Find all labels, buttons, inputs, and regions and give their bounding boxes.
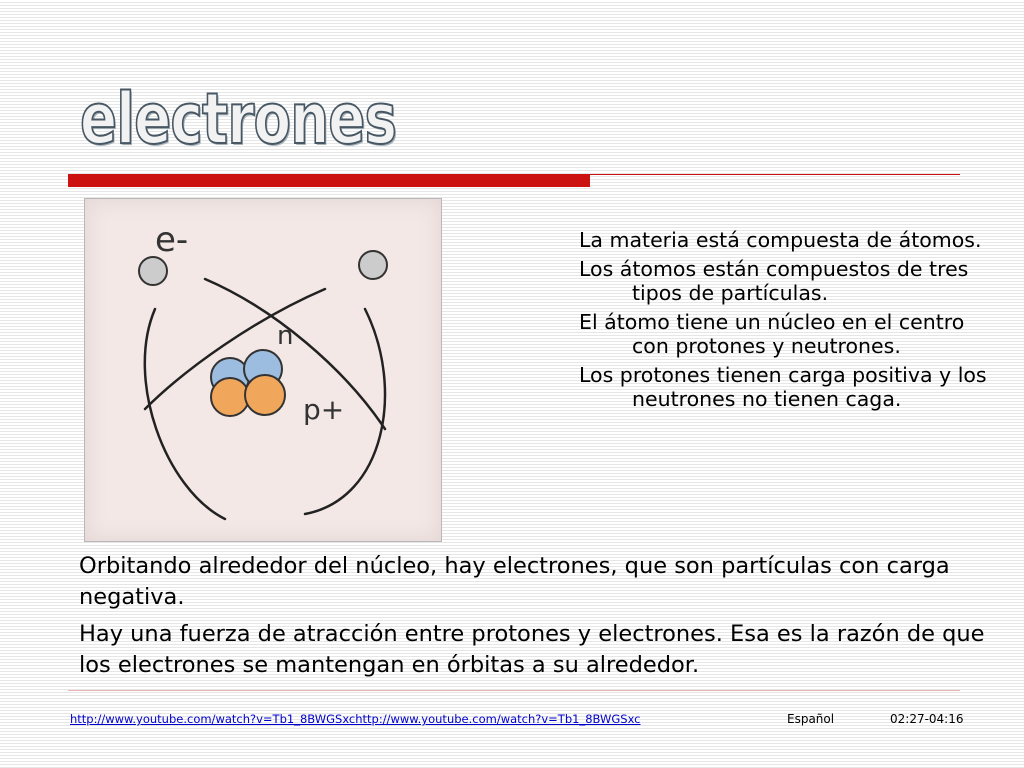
atom-drawing-svg — [85, 199, 441, 541]
bullet-item: Los átomos están compuestos de tres tipos de partículas. — [579, 257, 969, 305]
proton-circle — [211, 378, 249, 416]
bullet-list — [579, 228, 989, 416]
source-link[interactable]: http://www.youtube.com/watch?v=Tb1_8BWGSxchttp://www.youtube.com/watch?v=Tb1_8BWGSxc — [70, 712, 641, 726]
electron-label: e- — [155, 220, 189, 260]
title-underline-thin — [590, 174, 960, 175]
bullet-item: La materia está compuesta de átomos. — [579, 228, 982, 252]
electron-circle — [139, 257, 167, 285]
paragraph-attraction: Hay una fuerza de atracción entre protones y electrones. Esa es la razón de que los electrones se mantengan en órbitas a su alrededor. — [79, 621, 985, 678]
orbit-path — [145, 309, 225, 519]
footer-divider — [68, 690, 960, 691]
slide-title: electrones — [80, 78, 397, 160]
bullet-item: El átomo tiene un núcleo en el centro con protones y neutrones. — [579, 310, 965, 358]
electron-circle — [359, 251, 387, 279]
neutron-label: n — [277, 321, 294, 351]
bullet-item: Los protones tienen carga positiva y los neutrones no tienen caga. — [579, 363, 987, 411]
language-label: Español — [787, 712, 835, 726]
paragraph-electrons: Orbitando alrededor del núcleo, hay electrones, que son partículas con carga negativa. — [79, 553, 950, 610]
proton-label: p+ — [303, 393, 345, 426]
atom-drawing-image — [84, 198, 442, 542]
title-underline — [68, 174, 590, 187]
proton-circle — [245, 375, 285, 415]
time-range: 02:27-04:16 — [890, 712, 964, 726]
